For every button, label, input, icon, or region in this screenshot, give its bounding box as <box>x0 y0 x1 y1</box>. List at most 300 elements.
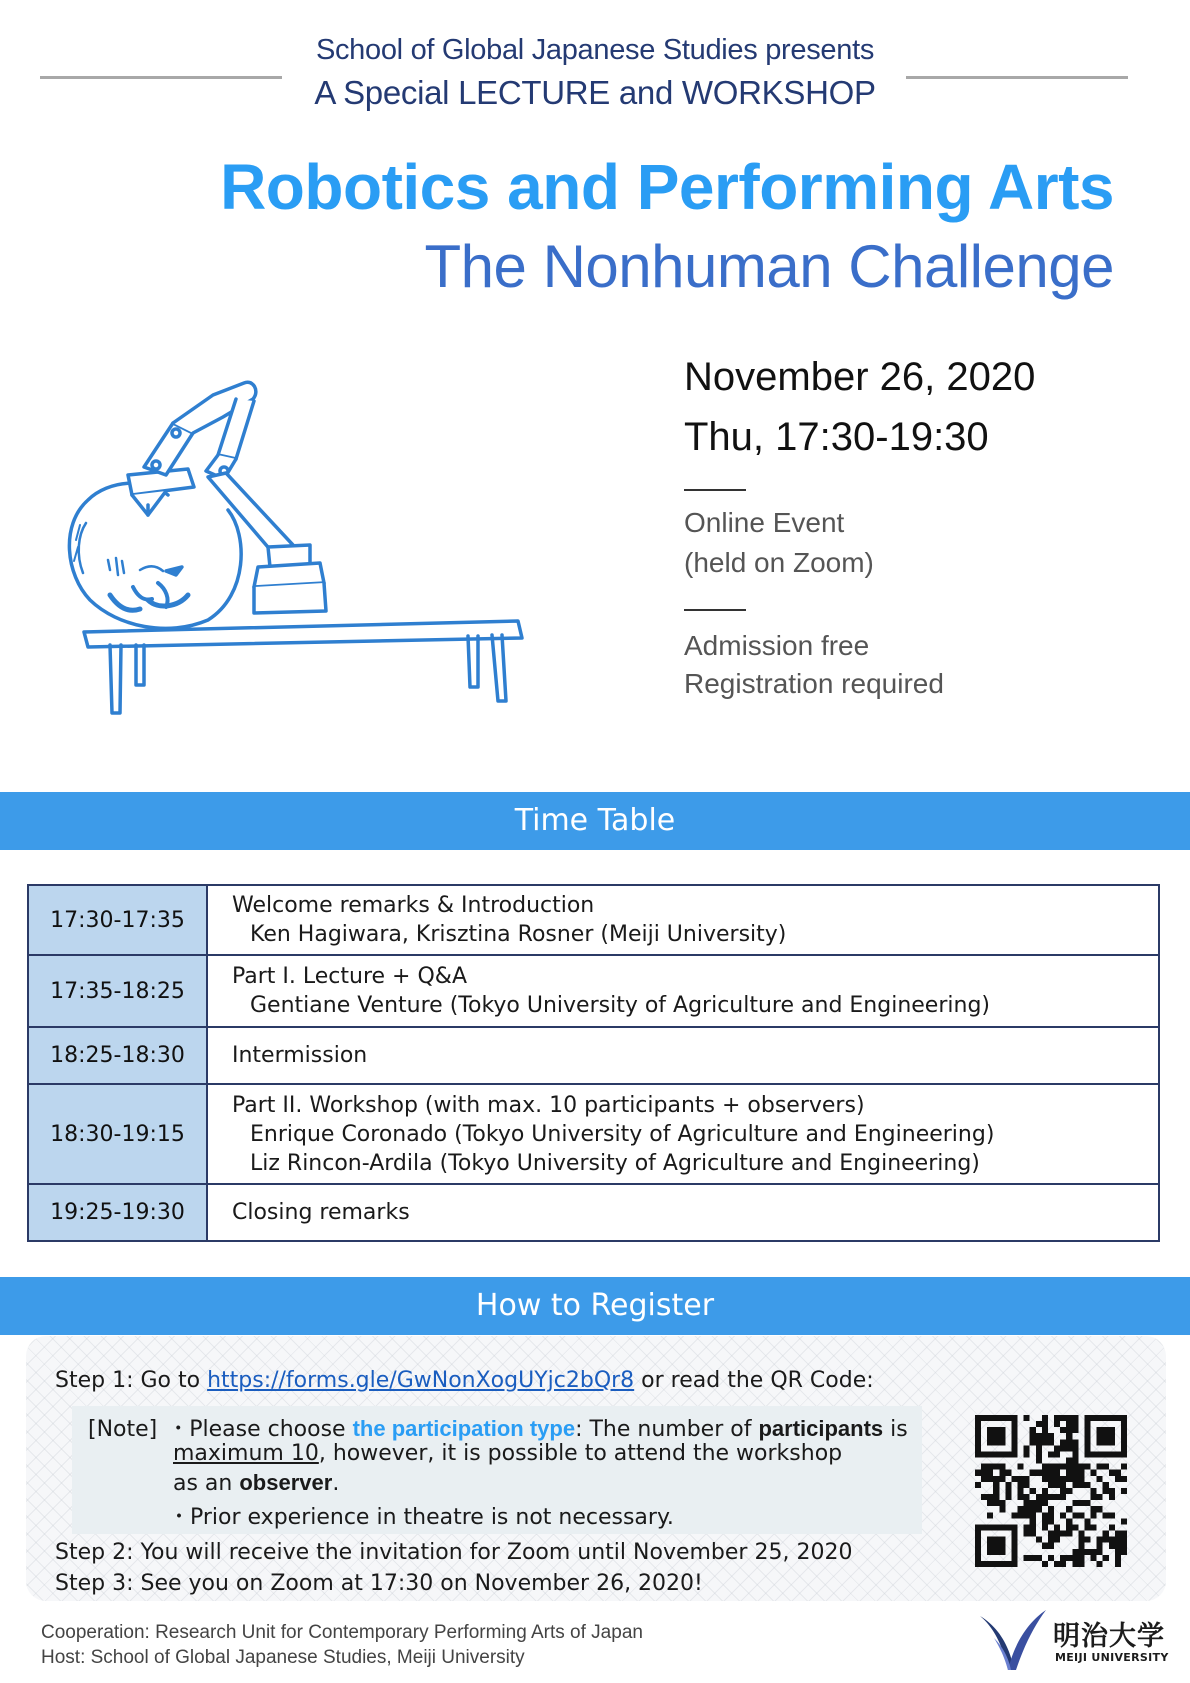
qr-module <box>981 1561 987 1567</box>
qr-module <box>1109 1433 1115 1439</box>
qr-module <box>1030 1433 1036 1439</box>
qr-module <box>987 1549 993 1555</box>
qr-module <box>1103 1433 1109 1439</box>
qr-module <box>1048 1439 1054 1445</box>
qr-module <box>1072 1415 1078 1421</box>
session-cell <box>207 1027 1159 1084</box>
qr-module <box>1103 1439 1109 1445</box>
qr-module <box>1054 1561 1060 1567</box>
qr-module <box>981 1470 987 1476</box>
qr-module <box>975 1482 981 1488</box>
registration-form-link[interactable]: https://forms.gle/GwNonXogUYjc2bQr8 <box>207 1368 635 1393</box>
qr-module <box>1042 1488 1048 1494</box>
qr-module <box>993 1524 999 1530</box>
qr-module <box>1103 1488 1109 1494</box>
note-text: . <box>332 1471 340 1496</box>
qr-module <box>987 1476 993 1482</box>
qr-module <box>1018 1506 1024 1512</box>
qr-module <box>1054 1531 1060 1537</box>
qr-module <box>1048 1476 1054 1482</box>
note-text: ・Please choose <box>167 1417 353 1442</box>
note-text: as an <box>173 1471 240 1496</box>
qr-module <box>1054 1524 1060 1530</box>
qr-module <box>1066 1439 1072 1445</box>
registration-info: Registration required <box>684 668 944 699</box>
qr-module <box>1048 1531 1054 1537</box>
qr-module <box>1103 1555 1109 1561</box>
qr-module <box>1030 1427 1036 1433</box>
qr-module <box>975 1549 981 1555</box>
qr-module <box>975 1524 981 1530</box>
qr-module <box>1024 1476 1030 1482</box>
qr-module <box>1091 1512 1097 1518</box>
qr-module <box>987 1439 993 1445</box>
qr-module <box>1084 1500 1090 1506</box>
qr-module <box>1078 1561 1084 1567</box>
qr-module <box>1097 1506 1103 1512</box>
qr-module <box>1121 1421 1127 1427</box>
qr-module <box>1109 1524 1115 1530</box>
note-line-3 <box>173 1470 339 1496</box>
qr-module <box>1109 1494 1115 1500</box>
qr-module <box>1084 1427 1090 1433</box>
qr-module <box>1072 1451 1078 1457</box>
qr-module <box>1048 1506 1054 1512</box>
qr-module <box>1030 1439 1036 1445</box>
qr-module <box>1030 1488 1036 1494</box>
qr-module <box>1066 1445 1072 1451</box>
qr-module <box>1097 1549 1103 1555</box>
qr-module <box>1011 1439 1017 1445</box>
qr-module <box>999 1476 1005 1482</box>
qr-module <box>1011 1427 1017 1433</box>
qr-module <box>1024 1531 1030 1537</box>
timetable <box>27 884 1160 1242</box>
event-time: Thu, 17:30-19:30 <box>684 415 989 459</box>
qr-module <box>1048 1451 1054 1457</box>
qr-module <box>1054 1464 1060 1470</box>
qr-module <box>1054 1415 1060 1421</box>
qr-module <box>1115 1531 1121 1537</box>
qr-module <box>1005 1415 1011 1421</box>
qr-module <box>1103 1482 1109 1488</box>
qr-module <box>975 1415 981 1421</box>
qr-module <box>987 1415 993 1421</box>
qr-module <box>1048 1512 1054 1518</box>
logo-text-japanese: 明治大学 <box>1053 1621 1165 1652</box>
qr-module <box>1066 1524 1072 1530</box>
qr-module <box>1078 1537 1084 1543</box>
qr-module <box>1072 1421 1078 1427</box>
qr-module <box>993 1500 999 1506</box>
qr-module <box>975 1470 981 1476</box>
qr-module <box>1115 1543 1121 1549</box>
qr-module <box>1084 1421 1090 1427</box>
qr-module <box>1054 1470 1060 1476</box>
qr-module <box>1024 1500 1030 1506</box>
qr-module <box>1060 1512 1066 1518</box>
qr-module <box>1048 1518 1054 1524</box>
qr-module <box>981 1451 987 1457</box>
qr-module <box>975 1421 981 1427</box>
event-date: November 26, 2020 <box>684 355 1036 399</box>
qr-module <box>1011 1433 1017 1439</box>
qr-module <box>1115 1451 1121 1457</box>
maximum-underlined: maximum 10 <box>173 1441 319 1466</box>
qr-module <box>1091 1555 1097 1561</box>
qr-module <box>1024 1506 1030 1512</box>
qr-module <box>1054 1537 1060 1543</box>
qr-module <box>999 1464 1005 1470</box>
qr-module <box>1054 1482 1060 1488</box>
qr-module <box>993 1451 999 1457</box>
qr-module <box>1030 1531 1036 1537</box>
qr-module <box>1054 1421 1060 1427</box>
observer-bold: observer <box>239 1470 333 1495</box>
qr-module <box>1115 1470 1121 1476</box>
time-cell: 18:25-18:30 <box>28 1027 207 1084</box>
qr-module <box>999 1427 1005 1433</box>
qr-module <box>981 1524 987 1530</box>
qr-module <box>1005 1482 1011 1488</box>
qr-module <box>993 1482 999 1488</box>
qr-module <box>1084 1433 1090 1439</box>
qr-module <box>1121 1549 1127 1555</box>
register-step-1 <box>55 1368 874 1393</box>
presenter-line: School of Global Japanese Studies presents <box>315 34 875 66</box>
qr-module <box>1109 1512 1115 1518</box>
qr-module <box>1084 1524 1090 1530</box>
qr-module <box>981 1415 987 1421</box>
qr-module <box>1054 1494 1060 1500</box>
qr-module <box>1115 1549 1121 1555</box>
qr-module <box>993 1537 999 1543</box>
qr-module <box>1042 1415 1048 1421</box>
qr-module <box>1109 1488 1115 1494</box>
qr-module <box>975 1555 981 1561</box>
qr-module <box>1078 1555 1084 1561</box>
time-cell: 19:25-19:30 <box>28 1184 207 1241</box>
qr-module <box>1018 1464 1024 1470</box>
qr-module <box>1048 1433 1054 1439</box>
qr-module <box>1042 1561 1048 1567</box>
qr-module <box>1121 1415 1127 1421</box>
qr-module <box>1011 1421 1017 1427</box>
qr-module <box>1066 1458 1072 1464</box>
qr-module <box>1072 1512 1078 1518</box>
qr-module <box>1060 1555 1066 1561</box>
qr-module <box>1084 1482 1090 1488</box>
info-divider <box>684 609 746 611</box>
qr-module <box>1036 1555 1042 1561</box>
session-speakers: Ken Hagiwara, Krisztina Rosner (Meiji University) <box>250 922 787 947</box>
qr-module <box>1018 1512 1024 1518</box>
event-format-line1: Online Event <box>684 507 845 538</box>
qr-module <box>975 1537 981 1543</box>
qr-module <box>987 1537 993 1543</box>
qr-module <box>1048 1555 1054 1561</box>
qr-module <box>1078 1500 1084 1506</box>
qr-module <box>1036 1494 1042 1500</box>
qr-module <box>981 1494 987 1500</box>
qr-module <box>1030 1512 1036 1518</box>
qr-module <box>1091 1549 1097 1555</box>
qr-module <box>1011 1445 1017 1451</box>
qr-module <box>1078 1464 1084 1470</box>
qr-module <box>1072 1524 1078 1530</box>
qr-module <box>1066 1506 1072 1512</box>
qr-module <box>999 1506 1005 1512</box>
time-cell: 18:30-19:15 <box>28 1084 207 1184</box>
qr-module <box>1078 1470 1084 1476</box>
qr-module <box>1097 1433 1103 1439</box>
qr-module <box>1054 1445 1060 1451</box>
session-cell <box>207 1184 1159 1241</box>
step1-prefix: Step 1: Go to <box>55 1368 208 1393</box>
qr-module <box>1091 1524 1097 1530</box>
session-title: Part I. Lecture + Q&A <box>232 964 468 989</box>
qr-module <box>1066 1555 1072 1561</box>
qr-module <box>993 1476 999 1482</box>
qr-module <box>1011 1512 1017 1518</box>
qr-module <box>1066 1488 1072 1494</box>
session-title: Closing remarks <box>232 1200 410 1225</box>
qr-module <box>999 1524 1005 1530</box>
qr-module <box>1072 1482 1078 1488</box>
session-title: Intermission <box>232 1043 368 1068</box>
qr-module <box>975 1561 981 1567</box>
qr-module <box>1011 1537 1017 1543</box>
qr-module <box>1103 1537 1109 1543</box>
qr-module <box>1078 1512 1084 1518</box>
qr-module <box>999 1537 1005 1543</box>
note-line-2 <box>173 1441 842 1466</box>
qr-module <box>1072 1464 1078 1470</box>
qr-module <box>987 1494 993 1500</box>
qr-module <box>1109 1439 1115 1445</box>
qr-module <box>1011 1415 1017 1421</box>
qr-module <box>1066 1433 1072 1439</box>
qr-module <box>1024 1482 1030 1488</box>
qr-module <box>975 1531 981 1537</box>
note-text: , however, it is possible to attend the workshop <box>318 1441 843 1466</box>
page-subtitle: The Nonhuman Challenge <box>424 233 1114 300</box>
qr-module <box>1121 1488 1127 1494</box>
qr-module <box>1115 1561 1121 1567</box>
cooperation-credit: Cooperation: Research Unit for Contemporary Performing Arts of Japan <box>41 1622 643 1643</box>
qr-module <box>1091 1415 1097 1421</box>
qr-module <box>1048 1464 1054 1470</box>
qr-module <box>999 1543 1005 1549</box>
session-cell <box>207 1084 1159 1184</box>
qr-module <box>1084 1464 1090 1470</box>
qr-module <box>1066 1531 1072 1537</box>
qr-module <box>1084 1445 1090 1451</box>
note-line-4: ・Prior experience in theatre is not necessary. <box>168 1505 674 1530</box>
qr-module <box>1060 1439 1066 1445</box>
qr-module <box>1072 1458 1078 1464</box>
qr-module <box>1048 1482 1054 1488</box>
qr-module <box>1042 1500 1048 1506</box>
qr-module <box>1084 1451 1090 1457</box>
timetable-heading: Time Table <box>0 792 1190 850</box>
qr-module <box>1109 1451 1115 1457</box>
qr-module <box>1024 1494 1030 1500</box>
participants-bold: participants <box>758 1416 884 1441</box>
qr-module <box>1121 1464 1127 1470</box>
qr-module <box>1030 1524 1036 1530</box>
qr-module <box>1060 1482 1066 1488</box>
qr-module <box>1005 1561 1011 1567</box>
qr-module <box>1072 1445 1078 1451</box>
qr-module <box>1066 1464 1072 1470</box>
qr-module <box>1011 1531 1017 1537</box>
qr-module <box>1036 1537 1042 1543</box>
qr-module <box>975 1451 981 1457</box>
qr-module <box>1005 1494 1011 1500</box>
qr-module <box>1030 1470 1036 1476</box>
session-speakers: Liz Rincon-Ardila (Tokyo University of Agriculture and Engineering) <box>250 1150 980 1176</box>
qr-module <box>1121 1518 1127 1524</box>
qr-code[interactable] <box>975 1415 1127 1567</box>
qr-module <box>1103 1512 1109 1518</box>
qr-module <box>1115 1415 1121 1421</box>
qr-module <box>1097 1451 1103 1457</box>
qr-module <box>987 1500 993 1506</box>
qr-module <box>1066 1415 1072 1421</box>
qr-module <box>1011 1549 1017 1555</box>
qr-module <box>1078 1549 1084 1555</box>
qr-module <box>987 1543 993 1549</box>
qr-module <box>1121 1451 1127 1457</box>
logo-text-english: MEIJI UNIVERSITY <box>1055 1651 1169 1664</box>
table-row <box>28 1027 1159 1084</box>
qr-module <box>993 1494 999 1500</box>
qr-module <box>1109 1427 1115 1433</box>
qr-module <box>993 1415 999 1421</box>
qr-module <box>1018 1482 1024 1488</box>
robot-arm-illustration <box>48 375 528 720</box>
qr-module <box>1005 1524 1011 1530</box>
qr-module <box>1097 1494 1103 1500</box>
qr-module <box>1072 1561 1078 1567</box>
qr-module <box>1011 1555 1017 1561</box>
qr-module <box>1084 1549 1090 1555</box>
qr-module <box>1036 1470 1042 1476</box>
session-cell <box>207 955 1159 1027</box>
qr-module <box>1109 1537 1115 1543</box>
qr-module <box>1084 1537 1090 1543</box>
qr-module <box>981 1464 987 1470</box>
qr-module <box>1024 1555 1030 1561</box>
qr-module <box>1048 1543 1054 1549</box>
table-row <box>28 885 1159 955</box>
qr-module <box>1060 1494 1066 1500</box>
qr-module <box>1011 1543 1017 1549</box>
session-cell <box>207 885 1159 955</box>
qr-module <box>1072 1476 1078 1482</box>
qr-module <box>1115 1476 1121 1482</box>
qr-module <box>1078 1543 1084 1549</box>
register-step-3: Step 3: See you on Zoom at 17:30 on November 26, 2020! <box>55 1571 703 1596</box>
qr-module <box>999 1439 1005 1445</box>
event-type-line: A Special LECTURE and WORKSHOP <box>314 74 876 111</box>
qr-module <box>1042 1439 1048 1445</box>
meiji-university-logo-icon <box>978 1608 1048 1674</box>
qr-module <box>1078 1476 1084 1482</box>
qr-module <box>1115 1537 1121 1543</box>
qr-module <box>1072 1549 1078 1555</box>
qr-module <box>1005 1470 1011 1476</box>
qr-module <box>1060 1561 1066 1567</box>
qr-module <box>1042 1476 1048 1482</box>
qr-module <box>987 1524 993 1530</box>
qr-module <box>987 1427 993 1433</box>
qr-module <box>987 1464 993 1470</box>
qr-module <box>1121 1433 1127 1439</box>
qr-module <box>1066 1427 1072 1433</box>
qr-module <box>1103 1531 1109 1537</box>
qr-module <box>993 1433 999 1439</box>
qr-module <box>987 1512 993 1518</box>
qr-module <box>987 1433 993 1439</box>
qr-module <box>1060 1427 1066 1433</box>
qr-module <box>1042 1433 1048 1439</box>
qr-module <box>993 1464 999 1470</box>
table-row <box>28 955 1159 1027</box>
qr-module <box>1072 1439 1078 1445</box>
participation-type-highlight: the participation type <box>352 1416 576 1441</box>
qr-module <box>999 1433 1005 1439</box>
qr-module <box>1042 1427 1048 1433</box>
qr-module <box>981 1476 987 1482</box>
note-text: : The number of <box>575 1417 759 1442</box>
qr-module <box>1103 1427 1109 1433</box>
qr-module <box>993 1561 999 1567</box>
qr-module <box>999 1470 1005 1476</box>
qr-module <box>1091 1494 1097 1500</box>
qr-module <box>1036 1433 1042 1439</box>
session-title: Part II. Workshop (with max. 10 participants + observers) <box>232 1092 865 1118</box>
qr-module <box>1018 1494 1024 1500</box>
qr-module <box>993 1549 999 1555</box>
qr-module <box>987 1451 993 1457</box>
page-title: Robotics and Performing Arts <box>220 151 1114 223</box>
qr-module <box>999 1415 1005 1421</box>
qr-module <box>1103 1451 1109 1457</box>
note-text: is <box>883 1417 908 1442</box>
qr-module <box>1042 1470 1048 1476</box>
qr-module <box>999 1549 1005 1555</box>
qr-module <box>1066 1421 1072 1427</box>
qr-module <box>1097 1543 1103 1549</box>
qr-module <box>1048 1470 1054 1476</box>
qr-module <box>1121 1476 1127 1482</box>
qr-module <box>1072 1427 1078 1433</box>
qr-module <box>1060 1445 1066 1451</box>
event-format-line2: (held on Zoom) <box>684 547 874 578</box>
qr-module <box>1024 1415 1030 1421</box>
qr-module <box>1060 1476 1066 1482</box>
qr-module <box>1036 1500 1042 1506</box>
qr-module <box>1103 1415 1109 1421</box>
qr-module <box>1048 1494 1054 1500</box>
qr-module <box>1066 1518 1072 1524</box>
qr-module <box>1097 1439 1103 1445</box>
qr-module <box>1066 1476 1072 1482</box>
qr-module <box>1060 1415 1066 1421</box>
session-speakers: Enrique Coronado (Tokyo University of Agriculture and Engineering) <box>250 1121 995 1147</box>
